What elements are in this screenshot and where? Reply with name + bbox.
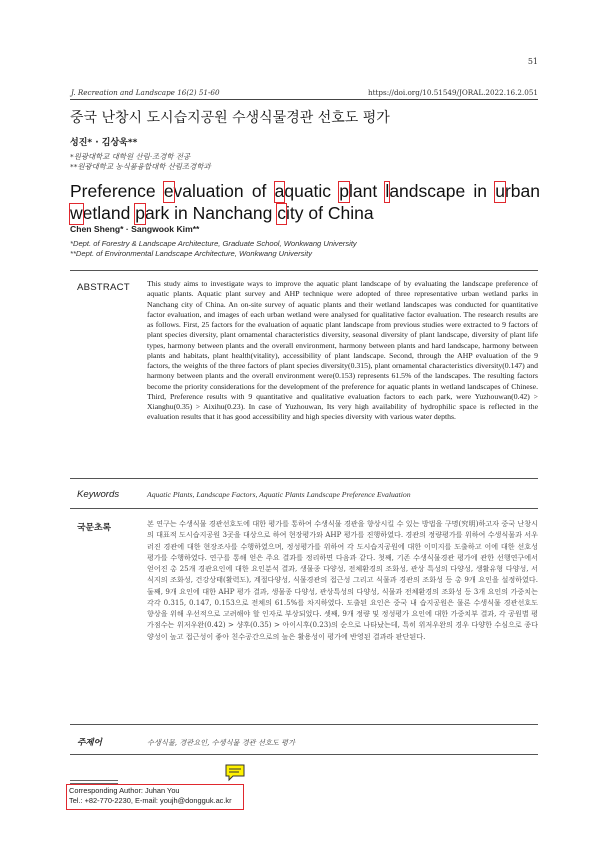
section-rule xyxy=(70,508,538,509)
title-word: city of China xyxy=(277,203,374,223)
running-header xyxy=(71,88,538,97)
title-word: Preference xyxy=(70,181,156,201)
english-title-line-2 xyxy=(70,202,540,224)
annotation-box[interactable]: p xyxy=(135,203,145,223)
title-word: plant xyxy=(339,181,378,201)
section-rule xyxy=(70,270,538,271)
title-word: wetland xyxy=(70,203,131,223)
title-word: evaluation xyxy=(163,181,244,201)
korean-keywords-text: 수생식물, 경관요인, 수생식물 경관 선호도 평가 xyxy=(147,738,295,747)
english-title-line-1 xyxy=(70,180,540,202)
korean-affiliations xyxy=(70,152,211,171)
title-word: in xyxy=(473,181,488,201)
corresponding-contact: Tel.: +82-770-2230, E-mail: youjh@dongguk.ac.kr xyxy=(69,796,232,805)
corresponding-author: Corresponding Author: Juhan You xyxy=(69,786,180,795)
annotation-box[interactable]: p xyxy=(339,181,349,201)
keywords-text: Aquatic Plants, Landscape Factors, Aquatic Plants Landscape Preference Evaluation xyxy=(147,490,411,499)
section-rule xyxy=(70,724,538,725)
journal-citation: J. Recreation and Landscape 16(2) 51-60 xyxy=(71,88,220,97)
note-icon[interactable] xyxy=(225,764,245,782)
annotation-box[interactable]: a xyxy=(274,181,285,201)
header-rule xyxy=(70,99,538,100)
korean-abstract-label: 국문초록 xyxy=(77,523,111,533)
annotation-box[interactable]: e xyxy=(163,181,174,201)
page-number: 51 xyxy=(527,57,538,66)
korean-affiliation-2: **원광대학교 농식품융합대학 산림조경학과 xyxy=(70,161,211,171)
annotation-box[interactable]: l xyxy=(385,181,390,201)
english-affiliations xyxy=(70,239,357,258)
english-title xyxy=(70,180,540,224)
korean-authors: 성진* · 김상욱** xyxy=(70,138,138,148)
abstract-text: This study aims to investigate ways to improve the aquatic plant landscape of by evaluating the landscape preference of aquatic plants. Aquatic plant survey and AHP technique were adopted of three representative urban wetland parks in Nanchang city of China. An on-site survey of aquatic plants and their wetland landscapes was conducted for quantitative factor evaluation, and images of each urban wetland were analysed for qualitative factor evaluation. The research results are as follows. First, 25 factors for the evaluation of aquatic plant landscape from previous studies were extracted to 9 factors of plant species diversity, plant ornamental characteristics diversity, seasonal diversity of plant landscape, diversity of plant life types, harmony between plants and the overall environment, harmony between plants and hard landscape, harmony between plants and habitats, plant health(vitality), accessibility of plant landscape. Second, through the AHP evaluation of the 9 factors, the weights of the three factors of plant species diversity(0.315), plant ornamental characteristics diversity(0.147) and harmony between plants and the overall environment were(0.153) represents 61.5% of the landscapes. The resulting factors become the priority considerations for the development of the preference for aquatic plants in wetland landscapes of Chinese. Third, Preference results with 9 quantitative and qualitative evaluation factors to each park, were Yuzhouwan(0.42) > Xianghu(0.35) > Aixihu(0.23). In case of Yuzhouwan, Its very high availability of hydrophilic space is reflected in the evaluation results that it has good accessibility and high species diversity with various water depths. xyxy=(147,279,538,422)
title-word: of xyxy=(251,181,267,201)
annotation-box[interactable]: c xyxy=(277,203,287,223)
title-word: urban xyxy=(495,181,541,201)
correspondence-footnote xyxy=(69,786,232,806)
title-word: landscape xyxy=(385,181,466,201)
korean-keywords-label: 주제어 xyxy=(77,738,102,748)
annotation-box[interactable]: w xyxy=(70,203,83,223)
english-affiliation-1: *Dept. of Forestry & Landscape Architecture, Graduate School, Wonkwang University xyxy=(70,239,357,248)
section-rule xyxy=(70,478,538,479)
doi-link[interactable]: https://doi.org/10.51549/JORAL.2022.16.2.051 xyxy=(368,88,538,97)
korean-title: 중국 난창시 도시습지공원 수생식물경관 선호도 평가 xyxy=(70,110,390,126)
title-word: aquatic xyxy=(274,181,332,201)
english-authors: Chen Sheng* · Sangwook Kim** xyxy=(70,224,200,234)
keywords-label: Keywords xyxy=(77,489,120,500)
abstract-label: ABSTRACT xyxy=(77,282,130,293)
english-affiliation-2: **Dept. of Environmental Landscape Architecture, Wonkwang University xyxy=(70,248,312,258)
annotation-box[interactable]: u xyxy=(495,181,505,201)
title-word: park in Nanchang xyxy=(135,203,273,223)
section-rule xyxy=(70,754,538,755)
korean-affiliation-1: *원광대학교 대학원 산림·조경학 전공 xyxy=(70,152,191,161)
korean-abstract-text: 본 연구는 수생식물 경관선호도에 대한 평가를 통하여 수생식물 경관을 향상시킬 수 있는 방법을 구명(究明)하고자 중국 난창시의 대표적 도시습지공원 3곳을 대상으로 하여 현장평가와 AHP 평가를 진행하였다. 경관의 정량평가를 위하여 수생식물과 서우러진 경관에 대한 현장조사를 수행하였으며, 정성평가를 위하여 각 도시습지공원에 대한 이미지를 도출하고 이에 대한 선호성 평가를 수행하였다. 연구를 통해 얻은 주요 결과를 정리하면 다음과 같다. 첫째, 기존 수생식물경관 평가에 관한 선행연구에서 얻어진 총 25개 경관요인에 대한 요인분석 결과, 생물종 다양성, 전체환경의 조화성, 관상 특성의 다양성, 생활유형 다양성, 서식지의 조화성, 건강상태(활력도), 계절다양성, 식물경관의 접근성 그리고 식물과 경관의 조화성 등 총 9개 요인을 설정하였다. 둘째, 9개 요인에 대한 AHP 평가 결과, 생물종 다양성, 관상특성의 다양성, 식물과 전체환경의 조화성 등 3개 요인의 가중치는 각각 0.315, 0.147, 0.153으로 전체의 61.5%를 차지하였다. 도출된 요인은 중국 내 습지공원은 물론 수생식물 경관선호도 향상을 위해 우선적으로 고려해야 할 인자로 부상되었다. 셋째, 9개 정량 및 정성평가 요인에 대한 가중치부 결과, 각 공원별 평가점수는 위저우완(0.42) > 샹후(0.35) > 아이시후(0.23)의 순으로 나타났는데, 특히 위저우완의 경우 다양한 수심으로 종다양성이 높고 접근성이 좋아 친수공간으로의 높은 활용성이 평가에 반영된 결과라 판단된다. xyxy=(147,519,538,641)
